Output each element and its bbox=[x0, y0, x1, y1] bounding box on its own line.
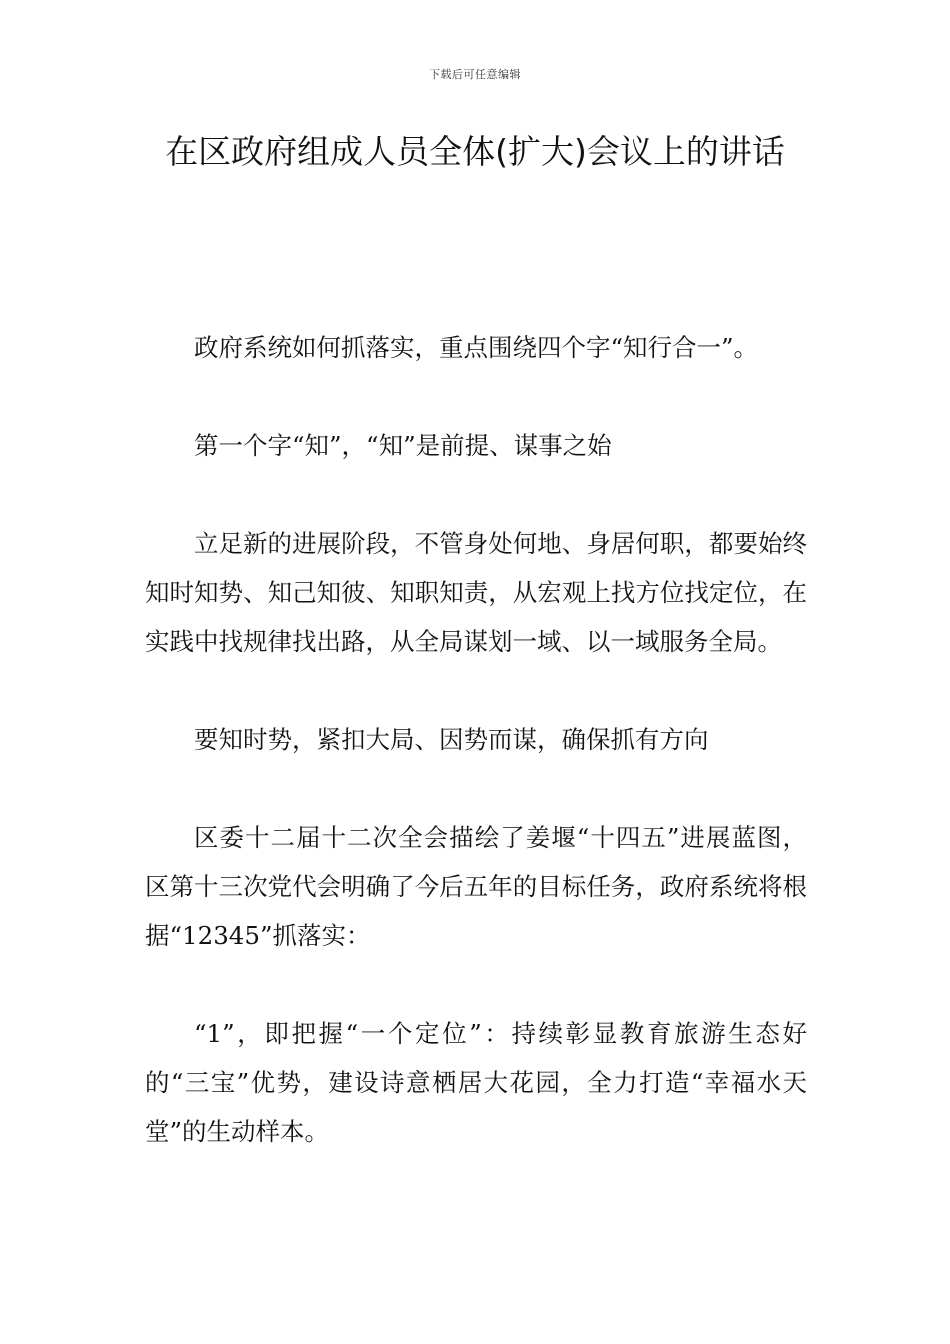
paragraph-zhi-body: 立足新的进展阶段，不管身处何地、身居何职，都要始终知时知势、知己知彼、知职知责，从宏观上找方位找定位，在实践中找规律找出路，从全局谋划一域、以一域服务全局。 bbox=[145, 529, 807, 656]
paragraph-one-positioning: “1”，即把握“一个定位”：持续彰显教育旅游生态好的“三宝”优势，建设诗意栖居大花园，全力打造“幸福水天堂”的生动样本。 bbox=[145, 1019, 807, 1146]
header-note: 下载后可任意编辑 bbox=[429, 68, 521, 81]
document-body bbox=[145, 323, 807, 1205]
paragraph-blueprint: 区委十二届十二次全会描绘了姜堰“十四五”进展蓝图，区第十三次党代会明确了今后五年的目标任务，政府系统将根据“12345”抓落实： bbox=[145, 823, 807, 950]
paragraph-heading-shishi: 要知时势，紧扣大局、因势而谋，确保抓有方向 bbox=[194, 725, 709, 754]
paragraph-heading-zhi: 第一个字“知”，“知”是前提、谋事之始 bbox=[194, 431, 612, 460]
paragraph-intro: 政府系统如何抓落实，重点围绕四个字“知行合一”。 bbox=[194, 333, 759, 362]
document-title: 在区政府组成人员全体(扩大)会议上的讲话 bbox=[165, 132, 785, 171]
